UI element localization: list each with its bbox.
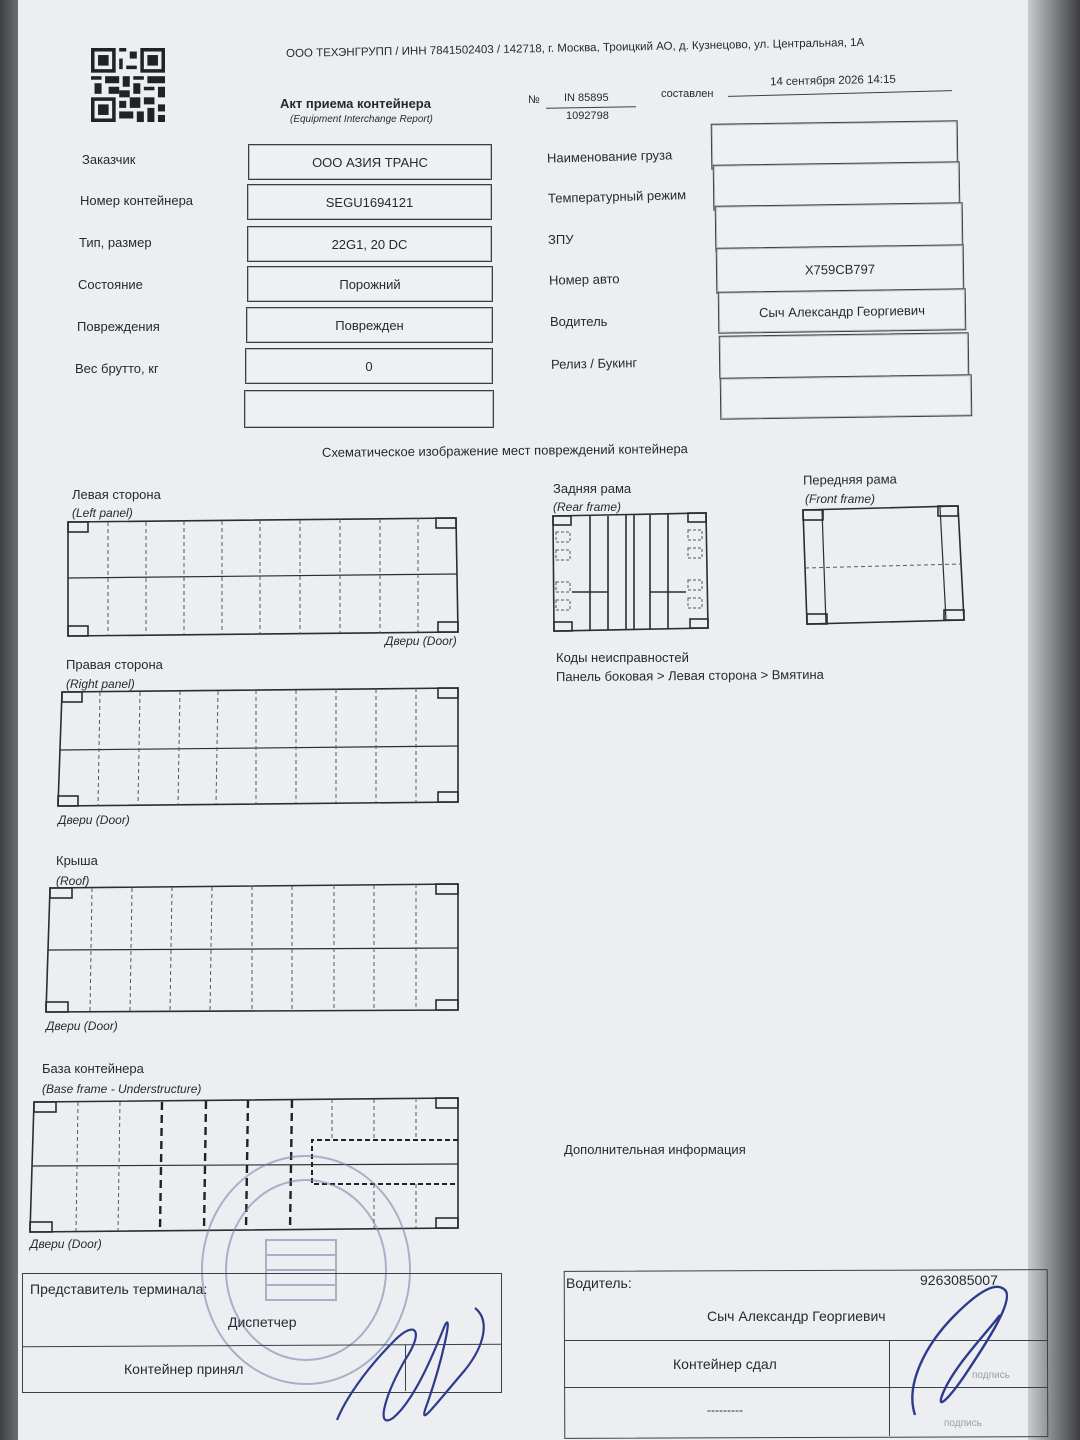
terminal-accepted: Контейнер принял	[124, 1361, 244, 1377]
driver-field: Сыч Александр Георгиевич	[718, 288, 967, 333]
damages-field: Поврежден	[246, 307, 493, 343]
additional-info-label: Дополнительная информация	[564, 1142, 746, 1157]
left-panel-title: Левая сторона	[72, 487, 161, 502]
roof-door: Двери (Door)	[46, 1019, 118, 1033]
empty-right-field	[720, 374, 973, 420]
schematic-title: Схематическое изображение мест повреждений контейнера	[321, 441, 688, 460]
company-details: ООО ТЕХЭНГРУПП / ИНН 7841502403 / 142718, г. Москва, Троицкий АО, д. Кузнецово, ул. Центральная, 1А	[286, 36, 865, 60]
right-panel-title: Правая сторона	[66, 657, 163, 672]
roof-subtitle: (Roof)	[56, 874, 90, 888]
empty-field	[244, 390, 494, 428]
driver-sign-divider	[889, 1340, 890, 1436]
driver-handed: Контейнер сдал	[673, 1356, 777, 1372]
label-vehicle-number: Номер авто	[548, 271, 620, 288]
base-frame-subtitle: (Base frame - Understructure)	[42, 1082, 202, 1096]
driver-dashes: ---------	[707, 1403, 743, 1417]
front-frame-title: Передняя рама	[802, 471, 897, 488]
label-seal: ЗПУ	[548, 232, 574, 247]
label-condition: Состояние	[78, 277, 143, 292]
vehicle-number-field: Х759СВ797	[716, 244, 965, 293]
right-panel-diagram	[56, 686, 462, 810]
driver-sign-caption-1: подпись	[972, 1370, 1010, 1381]
rear-frame-subtitle: (Rear frame)	[553, 500, 622, 514]
document-number-sub: 1092798	[566, 110, 609, 122]
release-booking-field	[719, 332, 970, 379]
defect-codes-value: Панель боковая > Левая сторона > Вмятина	[555, 666, 824, 685]
label-customer: Заказчик	[82, 152, 136, 167]
container-number-field: SEGU1694121	[247, 184, 492, 220]
label-container-number: Номер контейнера	[80, 193, 194, 208]
rear-frame-diagram	[550, 510, 714, 634]
background-left-edge	[0, 0, 18, 1440]
number-label: №	[528, 94, 540, 106]
label-temperature: Температурный режим	[547, 187, 687, 206]
document-title: Акт приема контейнера	[280, 96, 431, 111]
left-panel-door: Двери (Door)	[385, 634, 457, 648]
composed-label: составлен	[661, 88, 714, 100]
customer-field: ООО АЗИЯ ТРАНС	[248, 144, 492, 180]
type-size-field: 22G1, 20 DC	[247, 226, 492, 262]
label-gross-weight: Вес брутто, кг	[75, 361, 159, 376]
driver-signature	[895, 1275, 1025, 1425]
condition-field: Порожний	[247, 266, 493, 302]
label-damages: Повреждения	[77, 319, 160, 334]
terminal-label: Представитель терминала:	[30, 1281, 208, 1297]
left-panel-diagram	[66, 516, 460, 638]
roof-diagram	[44, 882, 462, 1016]
base-frame-title: База контейнера	[42, 1061, 144, 1076]
driver-label: Водитель:	[566, 1275, 632, 1291]
document-subtitle: (Equipment Interchange Report)	[290, 114, 433, 125]
driver-phone: 9263085007	[920, 1272, 998, 1288]
front-frame-subtitle: (Front frame)	[805, 492, 876, 506]
defect-codes-title: Коды неисправностей	[556, 650, 689, 665]
label-type-size: Тип, размер	[79, 235, 152, 250]
right-panel-door: Двери (Door)	[58, 813, 130, 827]
left-panel-subtitle: (Left panel)	[72, 506, 133, 520]
document-date: 14 сентября 2026 14:15	[769, 73, 896, 89]
document-number: IN 85895	[564, 92, 609, 104]
qr-code-icon	[86, 48, 170, 122]
rear-frame-title: Задняя рама	[553, 481, 632, 496]
label-cargo-name: Наименование груза	[546, 147, 673, 166]
front-frame-diagram	[800, 504, 970, 628]
terminal-signature	[325, 1300, 505, 1440]
background-right-edge	[1028, 0, 1080, 1440]
roof-title: Крыша	[56, 853, 98, 868]
driver-name: Сыч Александр Георгиевич	[707, 1308, 886, 1324]
gross-weight-field: 0	[245, 348, 493, 384]
base-frame-door: Двери (Door)	[30, 1237, 102, 1251]
terminal-role: Диспетчер	[228, 1314, 297, 1330]
label-driver: Водитель	[550, 314, 608, 329]
label-release-booking: Релиз / Букинг	[550, 355, 638, 372]
driver-sign-caption-2: подпись	[944, 1418, 982, 1429]
right-panel-subtitle: (Right panel)	[66, 677, 135, 691]
